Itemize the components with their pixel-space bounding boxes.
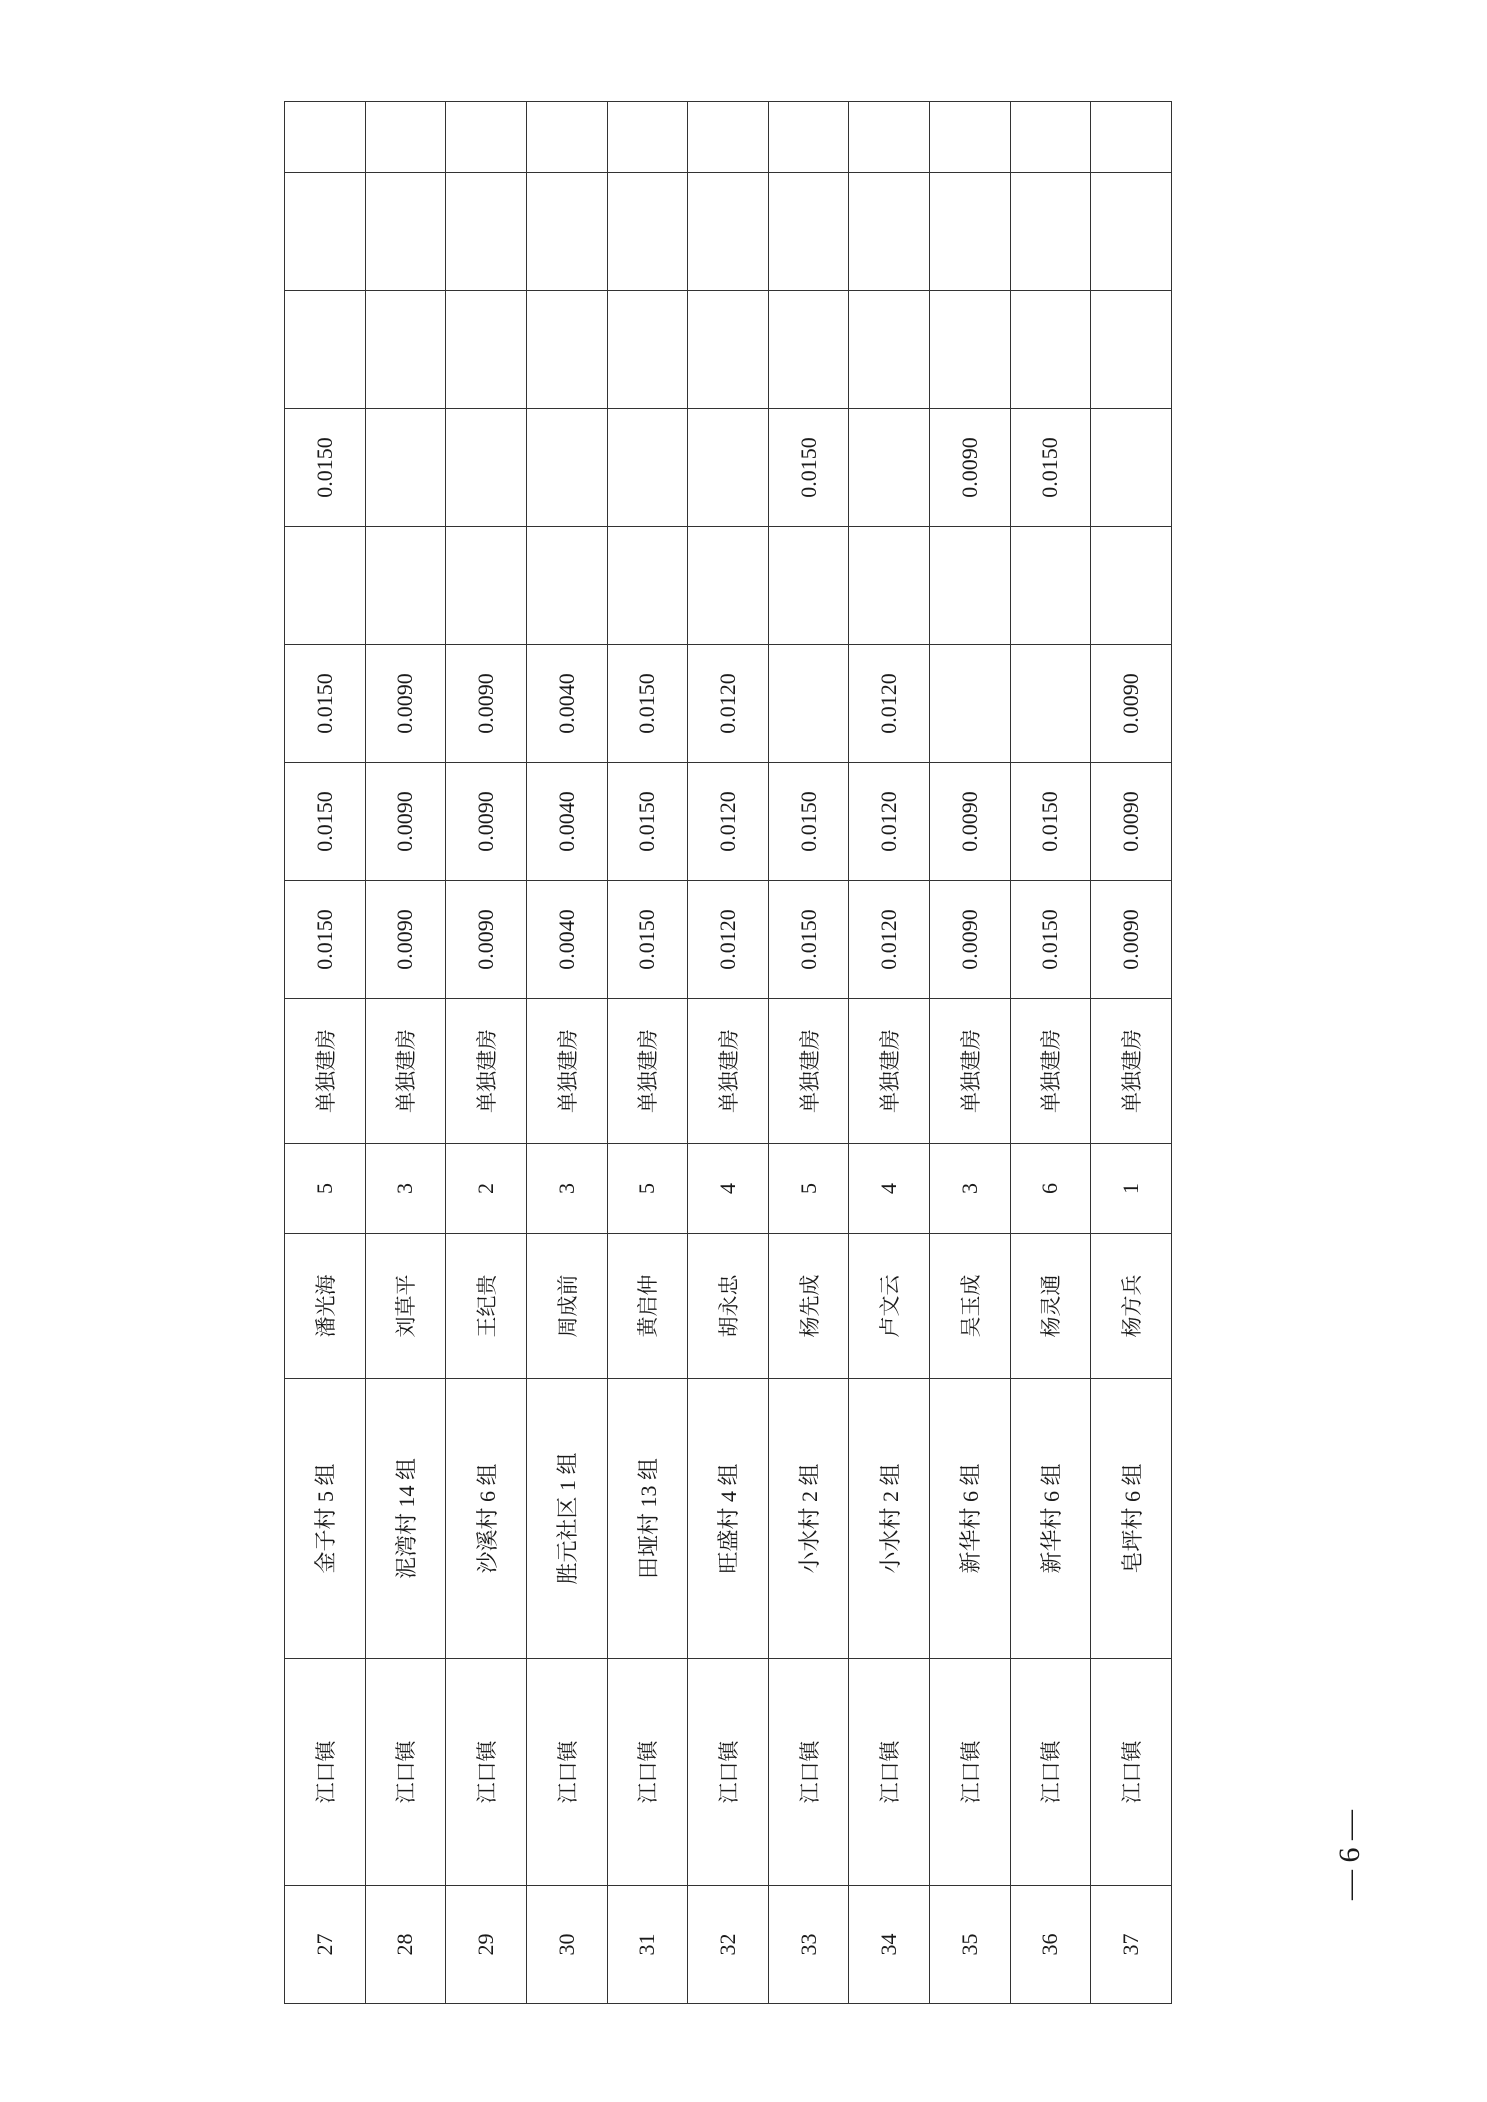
name-cell: 胡永忠 — [688, 1234, 769, 1379]
build-type-cell: 单独建房 — [930, 999, 1011, 1144]
area-value-3: 0.0040 — [526, 645, 607, 763]
people-count-cell: 5 — [285, 1144, 366, 1234]
area-value-8 — [930, 102, 1011, 173]
row-number: 37 — [1091, 1886, 1172, 2004]
build-type-cell: 单独建房 — [526, 999, 607, 1144]
area-value-5 — [849, 409, 930, 527]
village-cell: 新华村 6 组 — [930, 1379, 1011, 1659]
village-cell: 田垭村 13 组 — [607, 1379, 688, 1659]
area-value-3: 0.0090 — [1091, 645, 1172, 763]
people-count-cell: 3 — [930, 1144, 1011, 1234]
area-value-3: 0.0150 — [607, 645, 688, 763]
area-value-8 — [446, 102, 527, 173]
area-value-3 — [768, 645, 849, 763]
name-cell: 杨灵通 — [1010, 1234, 1091, 1379]
town-cell: 江口镇 — [526, 1659, 607, 1886]
area-value-8 — [1010, 102, 1091, 173]
town-cell: 江口镇 — [930, 1659, 1011, 1886]
area-value-4 — [768, 527, 849, 645]
area-value-3 — [1010, 645, 1091, 763]
town-cell: 江口镇 — [1010, 1659, 1091, 1886]
area-value-2: 0.0150 — [607, 763, 688, 881]
name-cell: 杨方兵 — [1091, 1234, 1172, 1379]
area-value-4 — [526, 527, 607, 645]
page-number: — 6 — — [1333, 1810, 1366, 1900]
town-cell: 江口镇 — [285, 1659, 366, 1886]
people-count-cell: 5 — [607, 1144, 688, 1234]
area-value-7 — [1091, 173, 1172, 291]
area-value-2: 0.0090 — [365, 763, 446, 881]
area-value-8 — [526, 102, 607, 173]
area-value-6 — [285, 291, 366, 409]
area-value-7 — [285, 173, 366, 291]
area-value-5 — [526, 409, 607, 527]
town-cell: 江口镇 — [688, 1659, 769, 1886]
area-value-5: 0.0150 — [768, 409, 849, 527]
people-count-cell: 4 — [688, 1144, 769, 1234]
name-cell: 卢文云 — [849, 1234, 930, 1379]
area-value-5 — [1091, 409, 1172, 527]
area-value-6 — [849, 291, 930, 409]
people-count-cell: 3 — [365, 1144, 446, 1234]
table-row — [607, 102, 688, 2004]
table-row — [768, 102, 849, 2004]
area-value-2: 0.0150 — [1010, 763, 1091, 881]
town-cell: 江口镇 — [607, 1659, 688, 1886]
area-value-1: 0.0040 — [526, 881, 607, 999]
town-cell: 江口镇 — [1091, 1659, 1172, 1886]
area-value-5: 0.0150 — [1010, 409, 1091, 527]
village-cell: 小水村 2 组 — [768, 1379, 849, 1659]
table-row — [285, 102, 366, 2004]
town-cell: 江口镇 — [768, 1659, 849, 1886]
area-value-2: 0.0150 — [768, 763, 849, 881]
area-value-2: 0.0090 — [930, 763, 1011, 881]
build-type-cell: 单独建房 — [768, 999, 849, 1144]
area-value-2: 0.0120 — [849, 763, 930, 881]
village-cell: 金子村 5 组 — [285, 1379, 366, 1659]
name-cell: 王纪贵 — [446, 1234, 527, 1379]
build-type-cell: 单独建房 — [1010, 999, 1091, 1144]
table-row — [526, 102, 607, 2004]
area-value-2: 0.0150 — [285, 763, 366, 881]
name-cell: 黄启仲 — [607, 1234, 688, 1379]
table-row — [365, 102, 446, 2004]
area-value-1: 0.0090 — [930, 881, 1011, 999]
area-value-6 — [1010, 291, 1091, 409]
row-number: 36 — [1010, 1886, 1091, 2004]
name-cell: 刘草平 — [365, 1234, 446, 1379]
area-value-4 — [446, 527, 527, 645]
area-value-5: 0.0090 — [930, 409, 1011, 527]
town-cell: 江口镇 — [446, 1659, 527, 1886]
build-type-cell: 单独建房 — [446, 999, 527, 1144]
area-value-1: 0.0090 — [1091, 881, 1172, 999]
area-value-8 — [688, 102, 769, 173]
area-value-3: 0.0150 — [285, 645, 366, 763]
area-value-4 — [1091, 527, 1172, 645]
area-value-4 — [285, 527, 366, 645]
area-value-7 — [1010, 173, 1091, 291]
area-value-7 — [849, 173, 930, 291]
area-value-3: 0.0120 — [688, 645, 769, 763]
area-value-3: 0.0090 — [446, 645, 527, 763]
area-value-2: 0.0040 — [526, 763, 607, 881]
area-value-5 — [607, 409, 688, 527]
area-value-3 — [930, 645, 1011, 763]
area-value-5 — [688, 409, 769, 527]
area-value-4 — [607, 527, 688, 645]
village-cell: 胜元社区 1 组 — [526, 1379, 607, 1659]
village-cell: 沙溪村 6 组 — [446, 1379, 527, 1659]
area-value-4 — [688, 527, 769, 645]
table-row — [688, 102, 769, 2004]
area-value-7 — [607, 173, 688, 291]
area-value-7 — [768, 173, 849, 291]
area-value-8 — [768, 102, 849, 173]
build-type-cell: 单独建房 — [849, 999, 930, 1144]
people-count-cell: 3 — [526, 1144, 607, 1234]
rotated-table-container — [284, 102, 1172, 2004]
build-type-cell: 单独建房 — [688, 999, 769, 1144]
area-value-7 — [688, 173, 769, 291]
area-value-5 — [446, 409, 527, 527]
village-cell: 新华村 6 组 — [1010, 1379, 1091, 1659]
area-value-8 — [365, 102, 446, 173]
area-value-8 — [849, 102, 930, 173]
row-number: 28 — [365, 1886, 446, 2004]
area-value-4 — [365, 527, 446, 645]
row-number: 32 — [688, 1886, 769, 2004]
area-value-2: 0.0120 — [688, 763, 769, 881]
table-body — [285, 102, 1172, 2004]
area-value-6 — [768, 291, 849, 409]
build-type-cell: 单独建房 — [607, 999, 688, 1144]
area-value-4 — [849, 527, 930, 645]
area-value-1: 0.0150 — [285, 881, 366, 999]
area-value-6 — [930, 291, 1011, 409]
build-type-cell: 单独建房 — [285, 999, 366, 1144]
area-value-4 — [1010, 527, 1091, 645]
village-cell: 旺盛村 4 组 — [688, 1379, 769, 1659]
area-value-1: 0.0150 — [1010, 881, 1091, 999]
people-count-cell: 2 — [446, 1144, 527, 1234]
people-count-cell: 1 — [1091, 1144, 1172, 1234]
area-value-4 — [930, 527, 1011, 645]
area-value-8 — [1091, 102, 1172, 173]
table-row — [849, 102, 930, 2004]
table-row — [446, 102, 527, 2004]
row-number: 31 — [607, 1886, 688, 2004]
area-value-6 — [526, 291, 607, 409]
area-value-2: 0.0090 — [446, 763, 527, 881]
area-value-6 — [607, 291, 688, 409]
area-value-3: 0.0120 — [849, 645, 930, 763]
area-value-3: 0.0090 — [365, 645, 446, 763]
area-value-1: 0.0120 — [849, 881, 930, 999]
area-value-7 — [930, 173, 1011, 291]
area-value-8 — [285, 102, 366, 173]
area-value-1: 0.0090 — [365, 881, 446, 999]
town-cell: 江口镇 — [849, 1659, 930, 1886]
area-value-2: 0.0090 — [1091, 763, 1172, 881]
area-value-1: 0.0150 — [607, 881, 688, 999]
name-cell: 杨先成 — [768, 1234, 849, 1379]
row-number: 33 — [768, 1886, 849, 2004]
area-value-7 — [446, 173, 527, 291]
row-number: 29 — [446, 1886, 527, 2004]
area-value-7 — [526, 173, 607, 291]
build-type-cell: 单独建房 — [365, 999, 446, 1144]
area-value-6 — [446, 291, 527, 409]
area-value-1: 0.0120 — [688, 881, 769, 999]
area-value-5: 0.0150 — [285, 409, 366, 527]
name-cell: 吴玉成 — [930, 1234, 1011, 1379]
land-use-table — [284, 101, 1172, 2004]
name-cell: 周成前 — [526, 1234, 607, 1379]
row-number: 34 — [849, 1886, 930, 2004]
build-type-cell: 单独建房 — [1091, 999, 1172, 1144]
row-number: 35 — [930, 1886, 1011, 2004]
table-row — [1010, 102, 1091, 2004]
area-value-1: 0.0090 — [446, 881, 527, 999]
people-count-cell: 6 — [1010, 1144, 1091, 1234]
village-cell: 小水村 2 组 — [849, 1379, 930, 1659]
people-count-cell: 5 — [768, 1144, 849, 1234]
table-row — [930, 102, 1011, 2004]
name-cell: 潘光海 — [285, 1234, 366, 1379]
row-number: 27 — [285, 1886, 366, 2004]
area-value-8 — [607, 102, 688, 173]
area-value-6 — [365, 291, 446, 409]
village-cell: 泥湾村 14 组 — [365, 1379, 446, 1659]
area-value-7 — [365, 173, 446, 291]
area-value-1: 0.0150 — [768, 881, 849, 999]
area-value-6 — [688, 291, 769, 409]
village-cell: 皂坪村 6 组 — [1091, 1379, 1172, 1659]
row-number: 30 — [526, 1886, 607, 2004]
town-cell: 江口镇 — [365, 1659, 446, 1886]
area-value-6 — [1091, 291, 1172, 409]
area-value-5 — [365, 409, 446, 527]
table-row — [1091, 102, 1172, 2004]
people-count-cell: 4 — [849, 1144, 930, 1234]
